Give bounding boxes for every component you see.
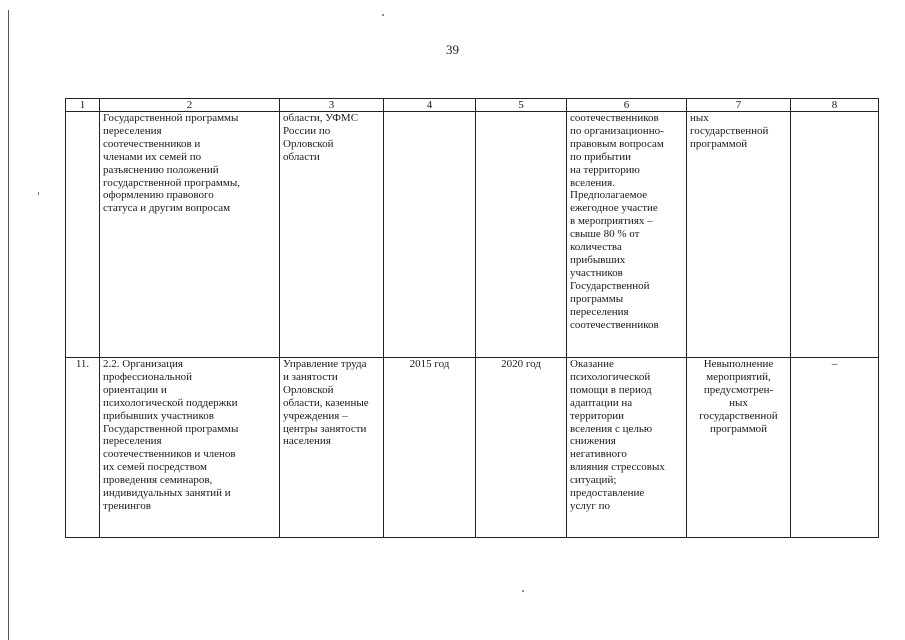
cell-line: по организационно-	[570, 124, 664, 137]
program-table	[65, 98, 879, 538]
scan-speck	[38, 192, 39, 195]
cell-line: и занятости	[283, 370, 338, 383]
cell-line: их семей посредством	[103, 461, 207, 474]
row-number-cell: 11.	[66, 358, 100, 538]
cell-line: соотечественников	[570, 112, 659, 124]
cell-line: программой	[690, 137, 748, 150]
cell-line: Государственной	[570, 279, 650, 292]
cell-line: населения	[283, 435, 331, 448]
header-cell: 8	[791, 99, 879, 112]
end-year-cell: 2020 год	[476, 358, 567, 538]
cell-line: переселения	[570, 305, 629, 318]
cell-line: мероприятий,	[706, 370, 771, 383]
cell-line: программы	[570, 292, 624, 305]
cell-line: психологической поддержки	[103, 396, 238, 409]
expected-result-cell	[567, 358, 687, 538]
cell-line: Орловской	[283, 383, 334, 396]
cell-line: снижения	[570, 435, 616, 448]
cell-line: Государственной программы	[103, 112, 239, 124]
header-cell: 4	[384, 99, 476, 112]
cell-line: Государственной программы	[103, 422, 239, 435]
cell-line: центры занятости	[283, 422, 367, 435]
cell-line: государственной	[699, 409, 778, 422]
cell-line: предоставление	[570, 487, 645, 500]
cell-line: прибывших участников	[103, 409, 214, 422]
row-number-cell	[66, 112, 100, 358]
cell-line: на территорию	[570, 163, 640, 176]
cell-line: количества	[570, 241, 622, 254]
cell-line: негативного	[570, 448, 627, 461]
consequence-cell	[687, 358, 791, 538]
cell-line: ситуаций;	[570, 474, 617, 487]
table-row	[66, 358, 879, 538]
cell-line: ных	[729, 396, 748, 409]
header-cell: 1	[66, 99, 100, 112]
header-cell: 7	[687, 99, 791, 112]
cell-line: предусмотрен-	[703, 383, 774, 396]
cell-line: соотечественников	[570, 318, 659, 331]
activity-cell	[100, 112, 280, 358]
cell-line: соотечественников и	[103, 137, 201, 150]
cell-line: Оказание	[570, 358, 614, 370]
cell-line: 2.2. Организация	[103, 358, 183, 370]
cell-line: прибывших	[570, 253, 626, 266]
header-row	[66, 99, 879, 112]
start-year-cell: 2015 год	[384, 358, 476, 538]
table-row	[66, 112, 879, 358]
cell-line: программой	[709, 422, 768, 435]
scan-edge-line	[8, 10, 9, 640]
cell-line: территории	[570, 409, 625, 422]
executor-cell	[280, 358, 384, 538]
cell-line: области, казенные	[283, 396, 369, 409]
executor-cell	[280, 112, 384, 358]
cell-line: вселения.	[570, 176, 615, 189]
cell-line: Управление труда	[283, 358, 367, 370]
end-year-cell	[476, 112, 567, 358]
cell-line: учреждения –	[283, 409, 348, 422]
header-cell: 3	[280, 99, 384, 112]
cell-line: переселения	[103, 435, 162, 448]
cell-line: области, УФМС	[283, 112, 359, 124]
header-cell: 5	[476, 99, 567, 112]
header-cell: 2	[100, 99, 280, 112]
cell-line: области	[283, 150, 320, 163]
cell-line: вселения с целью	[570, 422, 653, 435]
cell-line: помощи в период	[570, 383, 652, 396]
scan-speck	[382, 14, 384, 16]
cell-line: России по	[283, 124, 331, 137]
cell-line: ежегодное участие	[570, 202, 658, 215]
cell-line: тренингов	[103, 499, 151, 512]
cell-line: оформлению правового	[103, 189, 214, 202]
cell-line: статуса и другим вопросам	[103, 202, 231, 215]
activity-cell	[100, 358, 280, 538]
cell-line: услуг по	[570, 499, 611, 512]
note-cell	[791, 112, 879, 358]
cell-line: адаптации на	[570, 396, 633, 409]
cell-line: правовым вопросам	[570, 137, 664, 150]
cell-line: соотечественников и членов	[103, 448, 236, 461]
note-cell: –	[791, 358, 879, 538]
cell-line: государственной программы,	[103, 176, 240, 189]
scan-speck	[522, 590, 524, 592]
header-cell: 6	[567, 99, 687, 112]
cell-line: ориентации и	[103, 383, 167, 396]
cell-line: членами их семей по	[103, 150, 202, 163]
cell-line: Предполагаемое	[570, 189, 648, 202]
cell-line: участников	[570, 266, 623, 279]
cell-line: в мероприятиях –	[570, 215, 653, 228]
cell-line: государственной	[690, 124, 769, 137]
cell-line: свыше 80 % от	[570, 228, 640, 241]
start-year-cell	[384, 112, 476, 358]
cell-line: переселения	[103, 124, 162, 137]
cell-line: ных	[690, 112, 709, 124]
cell-line: проведения семинаров,	[103, 474, 213, 487]
cell-line: профессиональной	[103, 370, 192, 383]
cell-line: Орловской	[283, 137, 334, 150]
cell-line: Невыполнение	[703, 358, 774, 370]
cell-line: по прибытии	[570, 150, 631, 163]
cell-line: разъяснению положений	[103, 163, 219, 176]
page-number: 39	[446, 42, 459, 57]
expected-result-cell	[567, 112, 687, 358]
cell-line: психологической	[570, 370, 651, 383]
cell-line: индивидуальных занятий и	[103, 487, 231, 500]
consequence-cell	[687, 112, 791, 358]
cell-line: влияния стрессовых	[570, 461, 665, 474]
